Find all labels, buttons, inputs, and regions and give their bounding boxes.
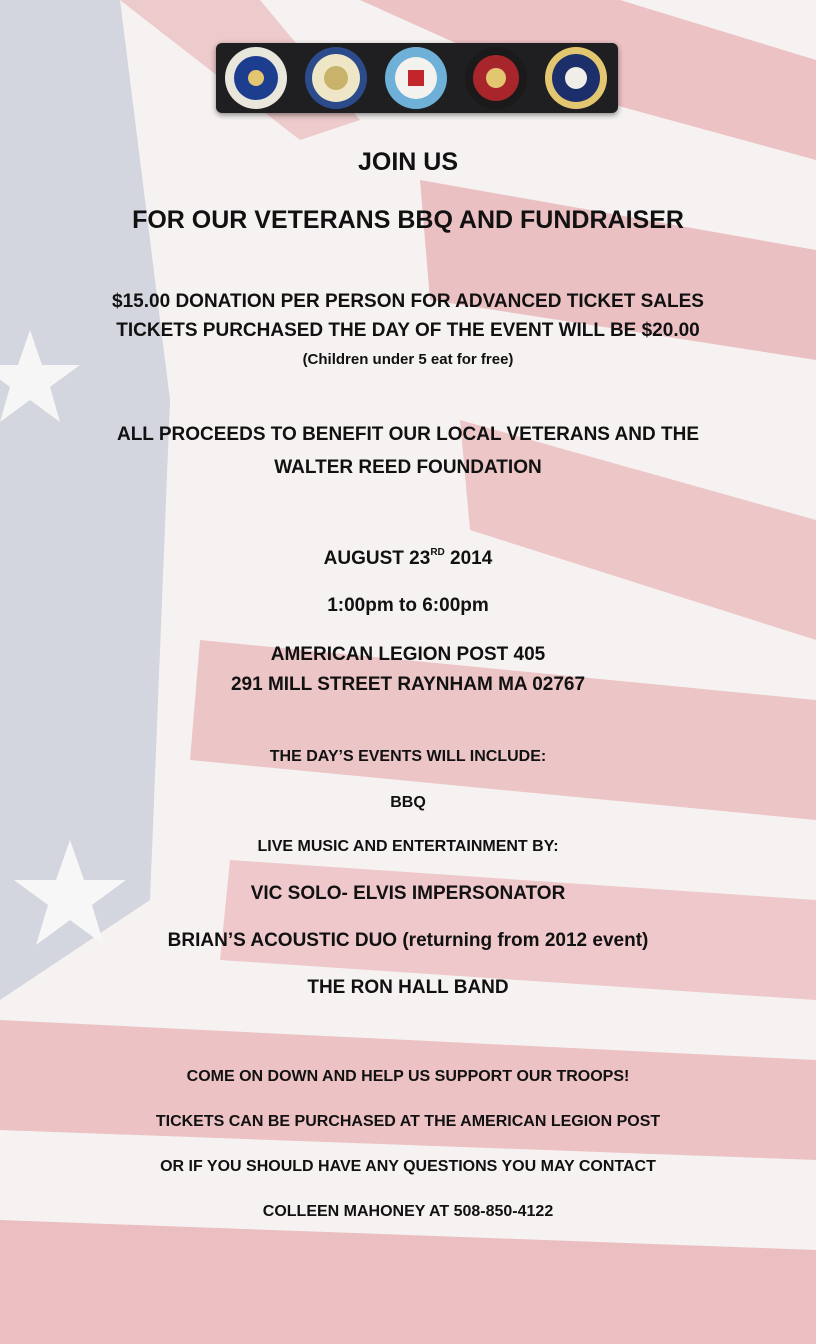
- military-seals-banner: [216, 43, 618, 113]
- event-item: BBQ: [390, 794, 426, 811]
- event-date: [0, 548, 816, 570]
- advance-price: $15.00 DONATION PER PERSON FOR ADVANCED TICKET SALES: [112, 291, 704, 312]
- door-price: TICKETS PURCHASED THE DAY OF THE EVENT WILL BE $20.00: [116, 320, 700, 341]
- event-item: LIVE MUSIC AND ENTERTAINMENT BY:: [257, 838, 559, 855]
- proceeds-line-1: ALL PROCEEDS TO BENEFIT OUR LOCAL VETERANS AND THE: [116, 424, 699, 445]
- coast-guard-seal-icon: [378, 45, 454, 111]
- date-month-day: AUGUST 23: [323, 548, 431, 569]
- navy-seal-icon: [538, 45, 614, 111]
- event-time: 1:00pm to 6:00pm: [327, 595, 489, 616]
- venue-name: AMERICAN LEGION POST 405: [270, 644, 546, 665]
- event-title: FOR OUR VETERANS BBQ AND FUNDRAISER: [132, 206, 684, 234]
- closing-line: COME ON DOWN AND HELP US SUPPORT OUR TROOPS!: [186, 1068, 630, 1085]
- venue-address: 291 MILL STREET RAYNHAM MA 02767: [230, 674, 586, 695]
- contact-line: COLLEEN MAHONEY AT 508-850-4122: [262, 1203, 554, 1220]
- air-force-seal-icon: [218, 45, 294, 111]
- event-item: VIC SOLO- ELVIS IMPERSONATOR: [250, 883, 566, 904]
- army-seal-icon: [298, 45, 374, 111]
- date-year: 2014: [444, 548, 493, 569]
- proceeds-line-2: WALTER REED FOUNDATION: [274, 457, 542, 478]
- children-note: (Children under 5 eat for free): [302, 351, 514, 368]
- closing-line: OR IF YOU SHOULD HAVE ANY QUESTIONS YOU MAY CONTACT: [160, 1158, 656, 1175]
- event-item: BRIAN’S ACOUSTIC DUO (returning from 2012 event): [167, 930, 649, 951]
- closing-line: TICKETS CAN BE PURCHASED AT THE AMERICAN LEGION POST: [155, 1113, 661, 1130]
- event-item: THE RON HALL BAND: [307, 977, 509, 998]
- events-heading: THE DAY’S EVENTS WILL INCLUDE:: [269, 748, 547, 765]
- join-heading: JOIN US: [357, 148, 459, 176]
- marine-corps-seal-icon: [458, 45, 534, 111]
- date-suffix: RD: [430, 546, 445, 558]
